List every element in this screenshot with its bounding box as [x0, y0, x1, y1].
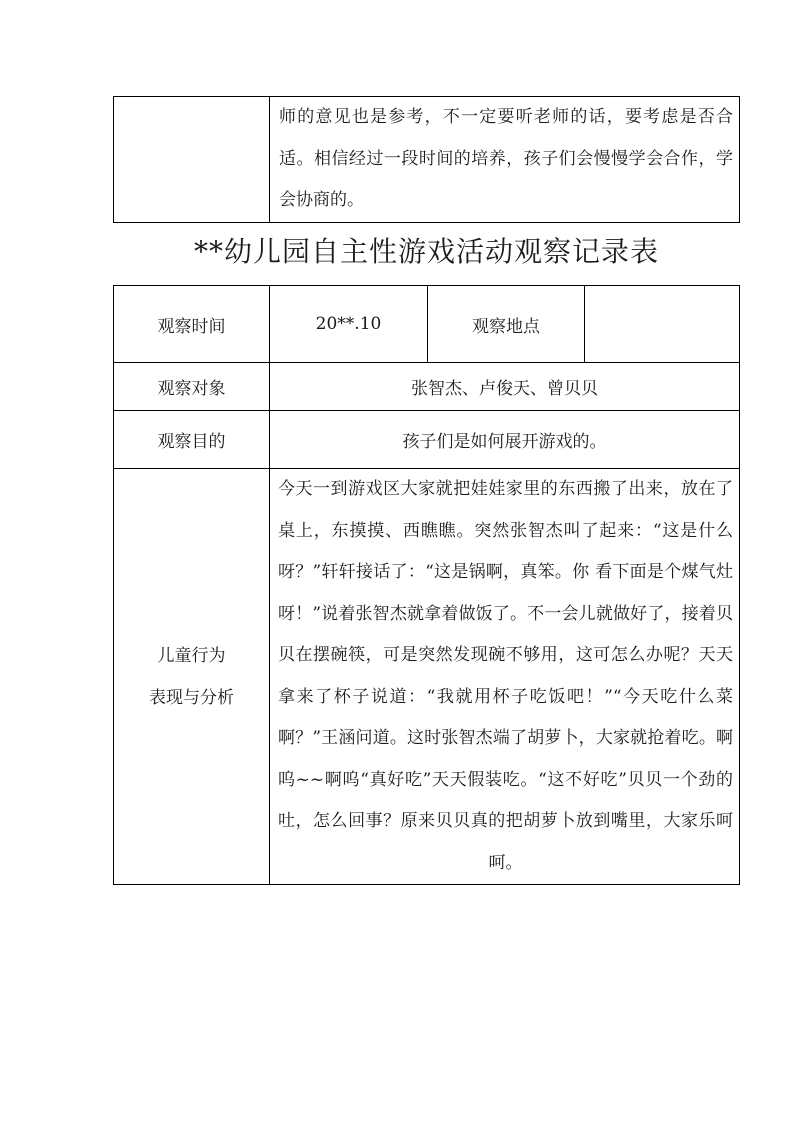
- target-label: 观察对象: [114, 363, 270, 411]
- behavior-label: [114, 469, 270, 885]
- document-title: **幼儿园自主性游戏活动观察记录表: [193, 235, 659, 268]
- place-value: [585, 286, 740, 363]
- time-label: 观察时间: [114, 286, 270, 363]
- continuation-table: [113, 96, 740, 223]
- time-value: 20**.10: [270, 286, 428, 363]
- continuation-empty-cell: [114, 97, 270, 223]
- place-label: 观察地点: [428, 286, 585, 363]
- target-value: 张智杰、卢俊天、曾贝贝: [270, 363, 740, 411]
- observation-table: [113, 285, 740, 885]
- behavior-label-line1: 儿童行为: [157, 645, 226, 666]
- continuation-text: 师的意见也是参考，不一定要听老师的话，要考虑是否合适。相信经过一段时间的培养，孩子们会慢慢学会合作，学会协商的。: [270, 97, 740, 223]
- purpose-value: 孩子们是如何展开游戏的。: [270, 411, 740, 469]
- behavior-label-line2: 表现与分析: [149, 687, 234, 708]
- purpose-label: 观察目的: [114, 411, 270, 469]
- behavior-text: 今天一到游戏区大家就把娃娃家里的东西搬了出来，放在了桌上，东摸摸、西瞧瞧。突然张智杰叫了起来：“这是什么呀？”轩轩接话了：“这是锅啊，真笨。你 看下面是个煤气灶呀！”说着张智杰就拿着做饭了。不一会儿就做好了，接着贝贝在摆碗筷，可是突然发现碗不够用，这可怎么办呢？天天拿来了杯子说道：“我就用杯子吃饭吧！”“今天吃什么菜啊？”王涵问道。这时张智杰端了胡萝卜，大家就抢着吃。啊呜~~啊呜“真好吃”天天假装吃。“这不好吃”贝贝一个劲的吐，怎么回事？原来贝贝真的把胡萝卜放到嘴里，大家乐呵呵。: [270, 469, 740, 885]
